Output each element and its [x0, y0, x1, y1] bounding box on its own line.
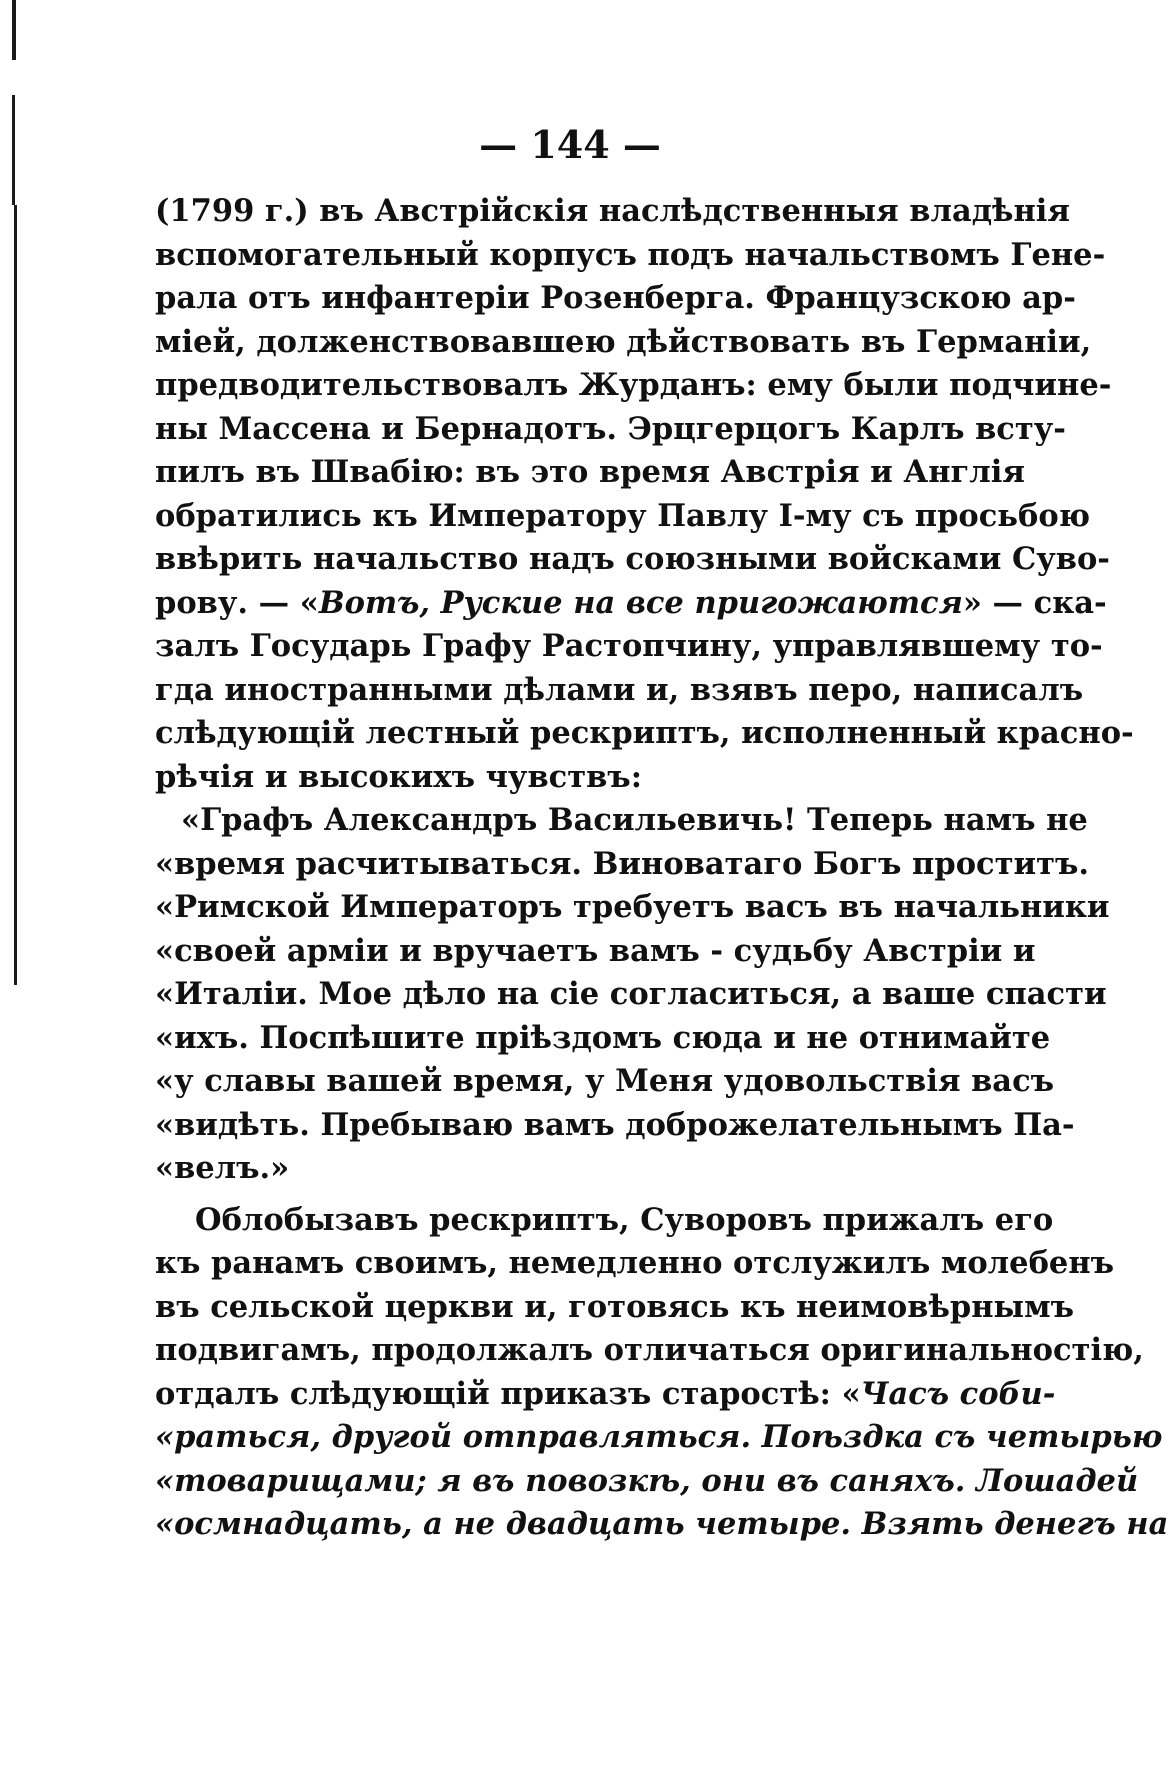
italic-quote: Вотъ, Руские на все пригожаются — [318, 584, 963, 621]
text-line: пилъ въ Швабію: въ это время Австрія и Англія — [155, 454, 1025, 490]
italic-order: Часъ соби- — [860, 1375, 1056, 1412]
text-line: предводительствовалъ Журданъ: ему были подчине- — [155, 367, 1112, 403]
text-line: міей, долженствовавшею дѣйствовать въ Германіи, — [155, 323, 1092, 360]
text-line-quote — [155, 582, 1107, 626]
body-text — [155, 190, 1168, 1547]
rescript-line: «Графъ Александръ Васильевичь! Теперь намъ не — [181, 802, 1088, 838]
rescript-line: «ихъ. Поспѣшите пріѣздомъ сюда и не отнимайте — [155, 1019, 1051, 1056]
text-line: (1799 г.) въ Австрійскія наслѣдственныя владѣнія — [155, 193, 1070, 229]
italic-line: «осмнадцать, а не двадцать четыре. Взять денегъ на — [155, 1506, 1168, 1542]
text-line: ны Массена и Бернадотъ. Эрцгерцогъ Карлъ всту- — [155, 410, 1066, 447]
text-line: Облобызавъ рескриптъ, Суворовъ прижалъ его — [195, 1201, 1054, 1238]
text-line: подвигамъ, продолжалъ отличаться оригинальностію, — [155, 1332, 1144, 1368]
rescript-line: «своей арміи и вручаетъ вамъ - судьбу Австріи и — [155, 932, 1036, 969]
scan-edge-mark — [12, 0, 16, 60]
paragraph-gap — [155, 1191, 965, 1199]
text-line: обратились къ Императору Павлу I-му съ просьбою — [155, 497, 1090, 534]
rescript-line: «Римской Императоръ требуетъ васъ въ начальники — [155, 889, 1110, 925]
italic-line: «раться, другой отправляться. Поѣздка съ четырью — [155, 1419, 1163, 1455]
text-line-order — [155, 1373, 1056, 1417]
text-line: рѣчія и высокихъ чувствъ: — [155, 758, 642, 795]
italic-line: «товарищами; я въ повозкѣ, они въ саняхъ. Лошадей — [155, 1462, 1139, 1499]
rescript-line: «видѣть. Пребываю вамъ доброжелательнымъ Па- — [155, 1106, 1075, 1143]
rescript-line: «велъ.» — [155, 1150, 290, 1186]
text-run: » — ска- — [962, 584, 1107, 621]
rescript-line: «время расчитываться. Виноватаго Богъ проститъ. — [155, 845, 1090, 882]
text-run: рову. — « — [155, 584, 319, 621]
text-line: вспомогательный корпусъ подъ начальствомъ Гене- — [155, 236, 1106, 273]
text-line: въ сельской церкви и, готовясь къ неимовѣрнымъ — [155, 1288, 1075, 1325]
text-line: гда иностранными дѣлами и, взявъ перо, написалъ — [155, 671, 1084, 708]
rescript-line: «Италіи. Мое дѣло на сіе согласиться, а ваше спасти — [155, 976, 1107, 1012]
rescript-line: «у славы вашей время, у Меня удовольствія васъ — [155, 1063, 1055, 1099]
page-number: — 144 — — [479, 122, 661, 167]
text-line: рала отъ инфантеріи Розенберга. Французскою ар- — [155, 280, 1076, 316]
text-line: ввѣрить начальство надъ союзными войсками Суво- — [155, 541, 1110, 577]
text-line: къ ранамъ своимъ, немедленно отслужилъ молебенъ — [155, 1245, 1115, 1281]
scan-edge-mark — [14, 205, 17, 985]
text-line: залъ Государь Графу Растопчину, управлявшему то- — [155, 628, 1103, 664]
text-run: отдалъ слѣдующій приказъ старостѣ: « — [155, 1375, 861, 1412]
text-line: слѣдующій лестный рескриптъ, исполненный красно- — [155, 715, 1134, 751]
